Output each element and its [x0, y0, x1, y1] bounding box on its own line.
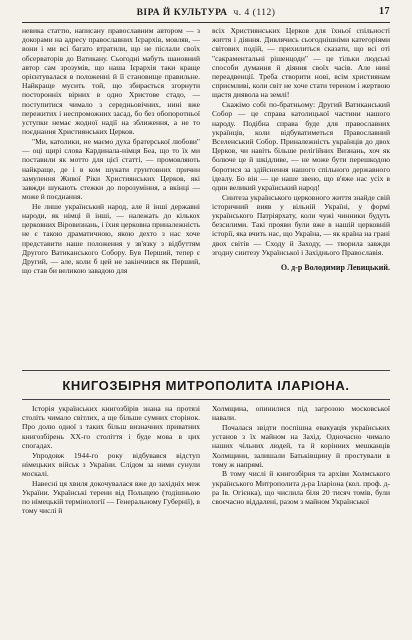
article2-column-right — [212, 404, 390, 632]
paragraph: Не лише український народ, але й інші державні народи, як німці й інші, — належать до кількох церковних Віровизнань, і їхня церковна приналежність не є такою драматичною, якою дехто з нас хоче представити наше положення у зв'язку з відбуттям Другого Ватиканського Собору. Був Перший, тепер є Другий, — але, коли б цей не закінчився як Перший, що став би великою завадою для — [22, 201, 200, 276]
paragraph: Упродовж 1944-го року відбувався відступ німецьких військ з України. Слідом за ними сунули москалі. — [22, 450, 200, 478]
paragraph: "Ми, католики, не маємо духа братерської любови" — оці щирі слова Кардинала-німця Беа, що то їх ми поставили як мотто для цієї статті, — промовляють найкраще, де і в ком шукати грунтовних причин замулення Живої Ріки Християнських Церков, які завжди шукають стежки до порозуміння, а вкінці — може й поєднання. — [22, 136, 200, 202]
section-title: КНИГОЗБІРНЯ МИТРОПОЛИТА ІЛАРІОНА. — [22, 370, 390, 400]
article2-column-left — [22, 404, 200, 632]
paragraph: В тому числі й книгозбірня та архіви Холмського українського Митрополита д-ра Іларіона (кол. проф. д-ра Ів. Огієнка), що числила біля 20 тисяч томів, були своєчасно віддалені, разом з майном Української — [212, 469, 390, 507]
paragraph: всіх Християнських Церков для їхньої спільності життя і діяння. Дивлячись сьогоднішніми категоріями світових подій, — прихилиться сказати, що всі оті "сакраментальні рішенцоди" — це тільки людські способи думання й діяння своїх часів. Але нині переадвенції. Треба створити нові, всім християнам сприємливі, коли світ не хоче стати тереном і жертвою щастя диявола на землі! — [212, 26, 390, 100]
page-number: 17 — [379, 6, 390, 17]
paragraph: Навесні ця хвиля докочувалася вже до західніх меж України. Українські терени від Польщею (тодішньою по німецькій термінології — Генеральному Губернії), в тому числі й — [22, 478, 200, 516]
paragraph: Холмщина, опинилися під загрозою московської навали. — [212, 404, 390, 423]
author-signature: О. д-р Володимир Левицький. — [280, 263, 390, 273]
paragraph: Почалася звідти поспішна евакуація українських установ з їх майном на Захід. Одночасно чимало наших чільних людей, та й корінних мешканців Холмщини, залишали Батьківщину й простували в тому ж напрямі. — [212, 422, 390, 469]
paragraph: Синтеза українського церковного життя знайде свій історичний вияв у вільній Україні, у формі українського Патріярхату, коли чужі чинники будуть безсилими. Такі прояви були вже в нашій церковній історії, яка вчить нас, що Україна, — як країна на грані двох світів — Сходу й Заходу, — творила завжди згодну синтезу Української і Західнього Православія. — [212, 192, 390, 257]
paragraph: невика статтю, написану православним автором — з докорами на адресу православних Ієрархів, мовляв, — вони і ми всі багато втратили, що не післали своїх обсерваторів до Ватикану. Сьогодні мабуть шановний автор сам зрозумів, що наша Ієрархія таки краще орієнтувалася в положенні й її становище правильне. Найкраще мусить той, що збирається згорнути посторонніх вірних в одно Христове стадо, — поступитися чимало з середньовічних, нині вже пережитих і неспроможних засад, бо без обопоротньої уступки немає жодної надії на зближення, а не то поєднання Християнських Церков. — [22, 26, 200, 137]
paragraph: Історія українських книгозбірів знана на протязі століть чимало світлих, а ще більше сумних сторінок. Про долю одної з таких більш визначних приватних книгозбірень ХХ-го століття і буде мова в цих спогадах. — [22, 404, 200, 450]
paragraph: Скажімо собі по-братньому: Другий Ватиканський Собор — це справа католицької частини нашого народу. Подібна справа буде для православних українців, коли відбуватиметься Православний Вселенський Собор. Приналежність українців до двох Церков, чи навіть більше релігійних Визнань, хоч як болюче це й шкідливе, — не може бути перешкодою боротися за здійснення нашого спільного державного ідеалу. Бо він — це наше звено, що в'яже нас усіх в один великий український народ! — [212, 100, 390, 192]
journal-title: ВІРА Й КУЛЬТУРА — [136, 8, 228, 18]
running-header — [22, 4, 390, 23]
article-column-left — [22, 26, 200, 346]
issue-number: ч. 4 (112) — [233, 8, 276, 18]
article-column-right — [212, 26, 390, 361]
